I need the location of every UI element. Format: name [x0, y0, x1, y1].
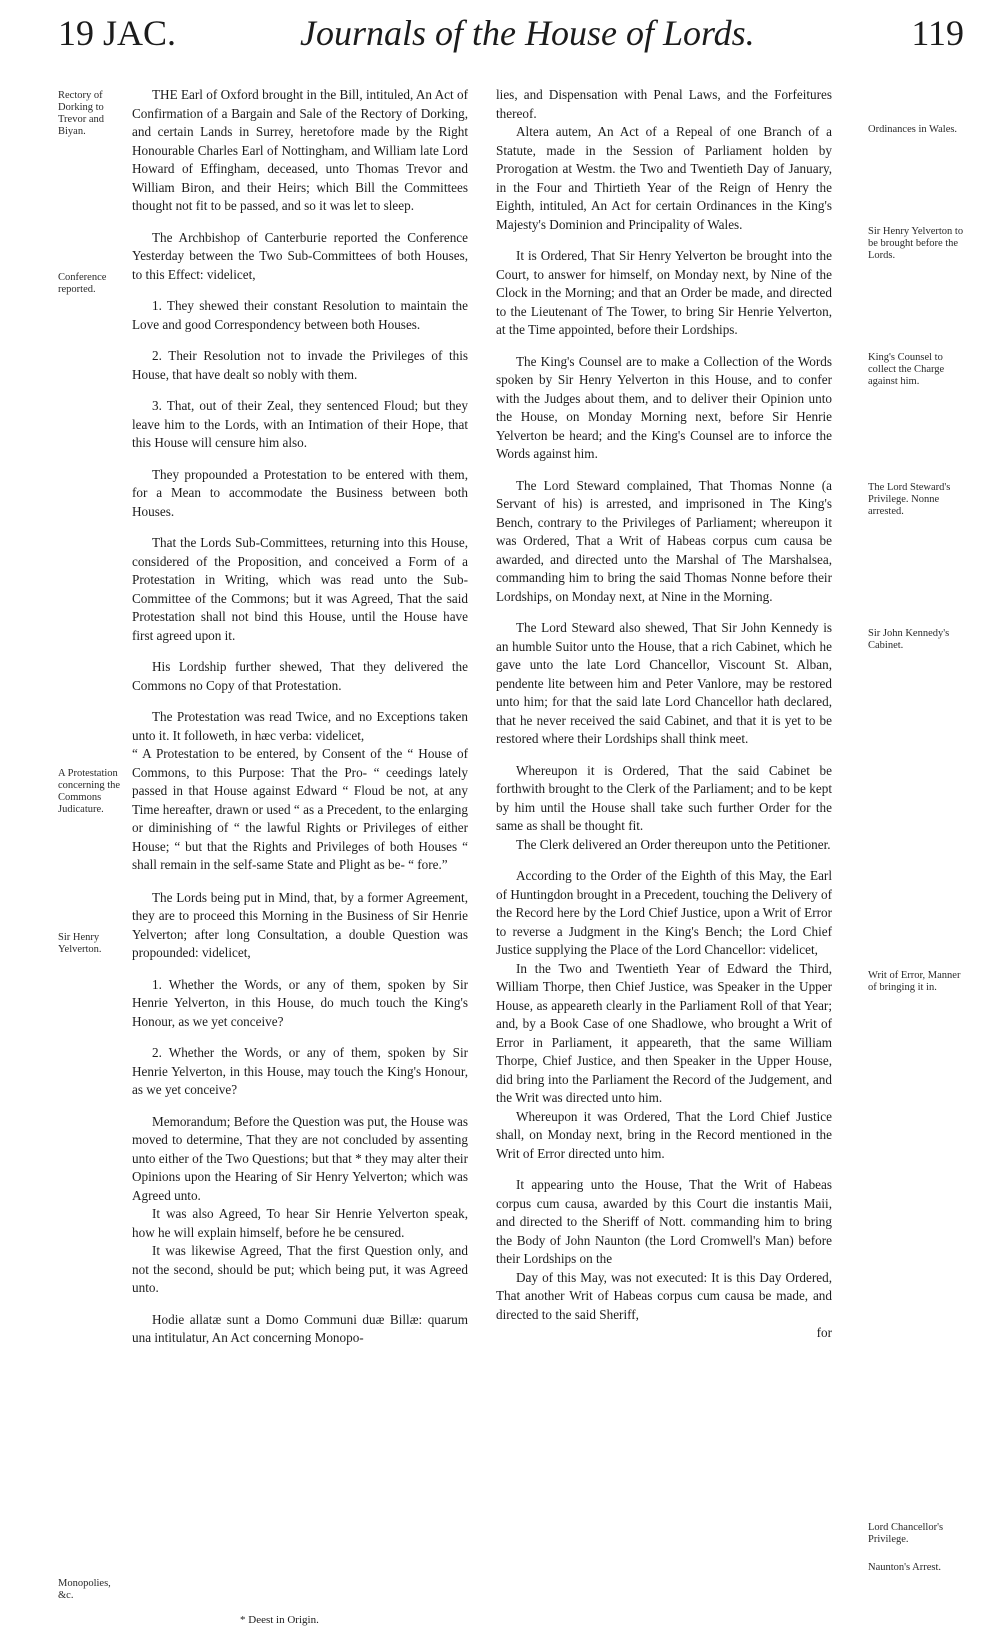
paragraph-kennedy-cabinet: The Lord Steward also shewed, That Sir John Kennedy is an humble Suitor unto the House, that a rich Cabinet, which he gave unto the late Lord Chancellor, Viscount St. Alban, pendente lite between him and Peter Vanlore, may be restored unto him; for that the said late Lord Chancellor hath declared, that he never received the said Cabinet, and that it is yet to be restored where their Lordships shall think meet. — [496, 620, 832, 746]
margin-note-kennedy-cabinet: Sir John Kennedy's Cabinet. — [868, 628, 950, 651]
page-header — [0, 8, 992, 64]
paragraph-first-question: It was likewise Agreed, That the first Question only, and not the second, should be put; which being put, it was Agreed unto. — [132, 1243, 468, 1295]
journal-title: Journals of the House of Lords. — [300, 13, 755, 53]
margin-note-monopolies: Monopolies, &c. — [58, 1578, 111, 1601]
paragraph-protestation-proposed: They propounded a Protestation to be entered with them, for a Mean to accommodate the Business between both Houses. — [132, 466, 468, 519]
paragraph-nonne-arrest: The Lord Steward complained, That Thomas Nonne (a Servant of his) is arrested, and imprisoned in The King's Bench, contrary to the Privileges of Parliament; whereupon it was Ordered, That a Writ of Habeas corpus cum causa be awarded, and directed unto the Marshal of The Marshalsea, commanding him to bring the said Thomas Nonne before their Lordships, on Monday next, at Nine in the Morning. — [496, 477, 832, 604]
margin-note-writ-of-error: Writ of Error, Manner of bringing it in. — [868, 970, 961, 993]
paragraph-huntingdon-precedent: According to the Order of the Eighth of this May, the Earl of Huntingdon brought in a Precedent, touching the Delivery of the Record here by the Lord Chief Justice, upon a Writ of Error to reverse a Judgment in the King's Bench; the Lord Chief Justice supplying the Place of the Lord Chancellor: videlicet, — [496, 868, 832, 957]
regnal-year: 19 JAC. — [58, 13, 177, 53]
footnote: * Deest in Origin. — [240, 1614, 319, 1626]
paragraph-cabinet-order: Whereupon it is Ordered, That the said Cabinet be forthwith brought to the Clerk of the Parliament; and to be kept by him until the House shall take such further Order for the same as shall be thought fit. — [496, 762, 832, 833]
margin-note-yelverton: Sir Henry Yelverton. — [58, 932, 102, 955]
paragraph-protestation-text: “ A Protestation to be entered, by Consent of the “ House of Commons, to this Purpose: That the Pro- “ ceedings lately passed in that House against Edward “ Floud be not, at any Time hereafter, drawn or used “ as a Precedent, to the enlarging or diminishing of “ the lawful Rights or Privileges of either House; “ but that the Rights and Privileges of both Houses “ shall remain in the self-same State and Plight as be- “ fore.” — [132, 746, 468, 872]
paragraph-naunton-order: Day of this May, was not executed: It is this Day Ordered, That another Writ of Habeas corpus cum causa be made, and directed to the said Sheriff, — [496, 1269, 832, 1322]
paragraph-monopolies-cont: lies, and Dispensation with Penal Laws, and the Forfeitures thereof. — [496, 87, 832, 121]
paragraph-naunton-writ: It appearing unto the House, That the Writ of Habeas corpus cum causa, awarded by this Court die instantis Maii, and directed to the Sheriff of Nott. commanding him to bring the Body of John Naunton (the Lord Cromwell's Man) before their Lordships on the — [496, 1177, 832, 1266]
paragraph-protestation-read: The Protestation was read Twice, and no Exceptions taken unto it. It followeth, in hæc verba: videlicet, — [132, 709, 468, 743]
margin-note-yelverton-brought: Sir Henry Yelverton to be brought before the Lords. — [868, 226, 964, 261]
paragraph-bills-from-commons: Hodie allatæ sunt a Domo Communi duæ Billæ: quarum una intitulatur, An Act concerning Monopo- — [132, 1311, 468, 1345]
right-column — [496, 86, 832, 1343]
paragraph-yelverton-brought: It is Ordered, That Sir Henry Yelverton be brought into the Court, to answer for himself, on Monday next, by Nine of the Clock in the Morning; and that an Order be made, and directed to the Lieutenant of The Tower, to bring Sir Henrie Yelverton, at the Time appointed, before their Lordships. — [496, 248, 832, 337]
margin-note-chancellor-privilege: Lord Chancellor's Privilege. — [868, 1522, 944, 1545]
margin-note-conference: Conference reported. — [58, 272, 107, 295]
paragraph-clerk-order: The Clerk delivered an Order thereupon unto the Petitioner. — [516, 836, 831, 852]
paragraph-resolution-3: 3. That, out of their Zeal, they sentenced Floud; but they leave him to the Lords, with an Intimation of their Hope, that this House will censure him also. — [132, 398, 468, 450]
margin-note-kings-counsel: King's Counsel to collect the Charge against him. — [868, 352, 945, 387]
margin-note-protestation: A Protestation concerning the Commons Judicature. — [58, 768, 121, 815]
paragraph-resolution-1: 1. They shewed their constant Resolution to maintain the Love and good Correspondency between both Houses. — [132, 298, 468, 332]
paragraph-chief-justice-order: Whereupon it was Ordered, That the Lord Chief Justice shall, on Monday next, bring in the Record mentioned in the Writ of Error directed unto him. — [496, 1108, 832, 1161]
left-column — [132, 86, 468, 1348]
paragraph-wales-repeal: Altera autem, An Act of a Repeal of one Branch of a Statute, made in the Session of Parliament holden by Prorogation at Westm. the Two and Twentieth Day of January, in the Four and Thirtieth Year of the Reign of Henry the Eighth, intituled, An Act for certain Ordinances in the King's Majesty's Dominion and Principality of Wales. — [496, 124, 832, 232]
margin-note-rectory: Rectory of Dorking to Trevor and Biyan. — [58, 90, 104, 137]
paragraph-no-copy: His Lordship further shewed, That they delivered the Commons no Copy of that Protestation. — [132, 659, 468, 693]
margin-note-steward-privilege: The Lord Steward's Privilege. Nonne arrested. — [868, 482, 951, 517]
paragraph-memorandum: Memorandum; Before the Question was put, the House was moved to determine, That they are not concluded by assenting unto either of the Two Questions; but that * they may alter their Opinions upon the Hearing of Sir Henry Yelverton; which was Agreed unto. — [132, 1113, 468, 1203]
paragraph-sub-committees: That the Lords Sub-Committees, returning into this House, considered of the Proposition, and conceived a Form of a Protestation in Writing, which was read unto the Sub-Committee of the Commons; but it was Agreed, That the said Protestation shall not bind this House, until the House have first agreed upon it. — [132, 535, 468, 643]
paragraph-thorpe-speaker: In the Two and Twentieth Year of Edward the Third, William Thorpe, then Chief Justice, was Speaker in the Upper House, as appeareth clearly in the Parliament Roll of that Year; and, by a Book Case of one Shadlowe, who brought a Writ of Error in Parliament, it appeareth, that the same William Thorpe, Chief Justice, and then Speaker in the Upper House, did bring into the Parliament the Record of the Judgement, and the Writ was directed unto him. — [496, 960, 832, 1105]
catchword: for — [816, 1325, 832, 1340]
margin-note-naunton-arrest: Naunton's Arrest. — [868, 1562, 942, 1573]
paragraph-hear-yelverton: It was also Agreed, To hear Sir Henrie Yelverton speak, how he will explain himself, before he be censured. — [132, 1206, 468, 1240]
paragraph-conference-report: The Archbishop of Canterburie reported the Conference Yesterday between the Two Sub-Committees of both Houses, to this Effect: videlicet, — [132, 229, 468, 282]
page-number: 119 — [911, 13, 964, 53]
paragraph-question-2: 2. Whether the Words, or any of them, spoken by Sir Henrie Yelverton, in this House, may touch the King's Honour, as we yet conceive? — [132, 1045, 468, 1097]
paragraph-question-1: 1. Whether the Words, or any of them, spoken by Sir Henrie Yelverton, in this House, do much touch the King's Honour, as we yet conceive? — [132, 976, 468, 1029]
margin-note-wales: Ordinances in Wales. — [868, 124, 958, 135]
paragraph-rectory-bill: THE Earl of Oxford brought in the Bill, intituled, An Act of Confirmation of a Bargain and Sale of the Rectory of Dorking, and certain Lands in Surrey, heretofore made by the Right Honourable Charles Earl of Nottingham, and William late Lord Howard of Effingham, deceased, unto Thomas Trevor and William Biron, and their Heirs; which Bill the Committees thought not fit to be passed, and so it was let to sleep. — [132, 87, 468, 213]
paragraph-kings-counsel: The King's Counsel are to make a Collection of the Words spoken by Sir Henry Yelverton in this House, and to confer with the Judges about them, and to deliver their Opinion unto the House, on Monday Morning next, before Sir Henrie Yelverton be heard; and the King's Counsel are to inforce the Words against him. — [496, 353, 832, 461]
paragraph-resolution-2: 2. Their Resolution not to invade the Privileges of this House, that have dealt so nobly with them. — [132, 348, 468, 382]
paragraph-yelverton-business: The Lords being put in Mind, that, by a former Agreement, they are to proceed this Morning in the Business of Sir Henrie Yelverton; after long Consultation, a double Question was propounded: videlicet, — [132, 889, 468, 960]
